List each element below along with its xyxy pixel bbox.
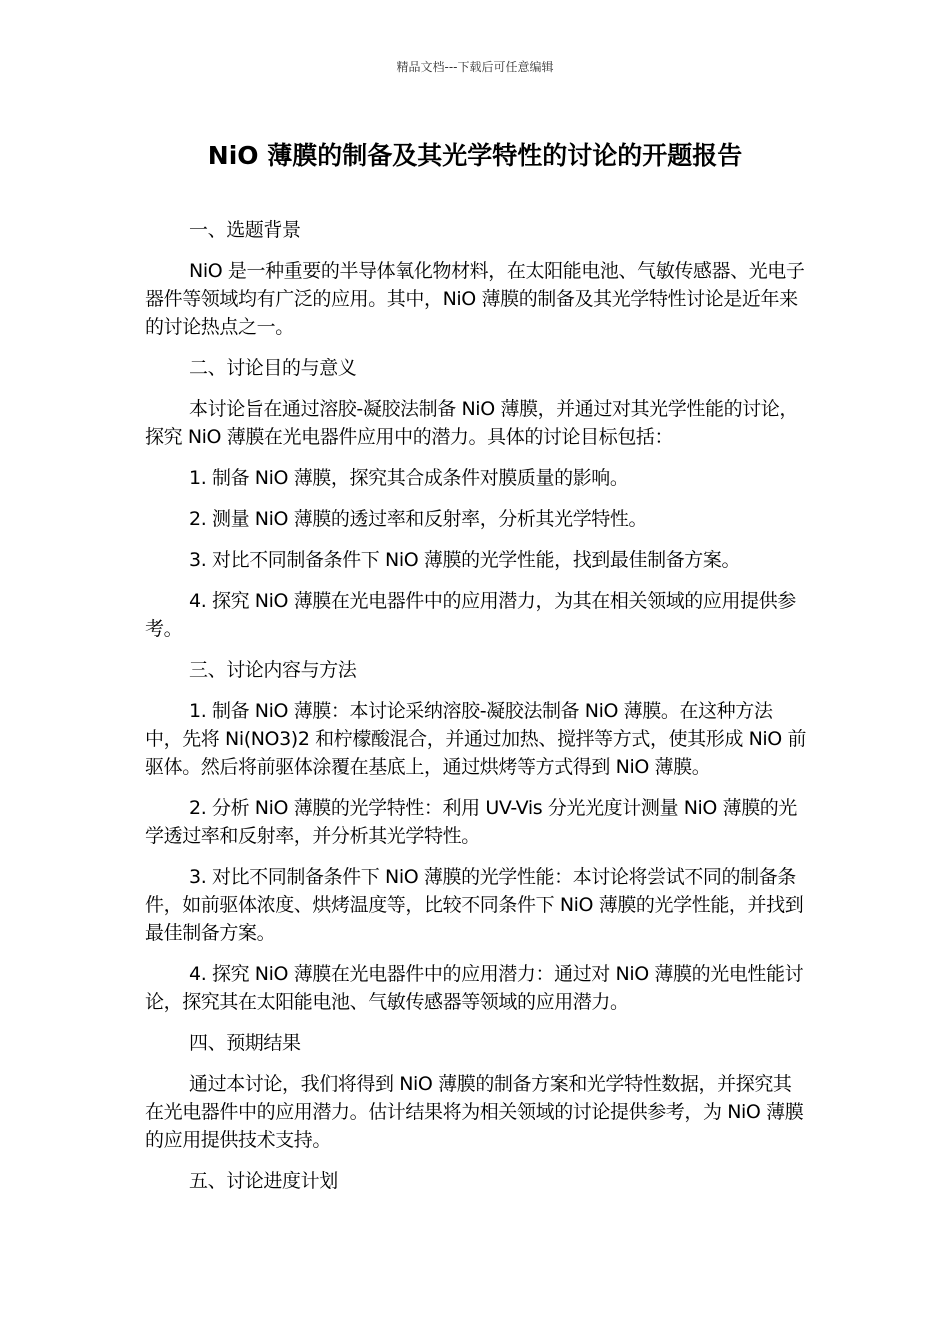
section-heading-purpose: 二、讨论目的与意义 — [189, 357, 357, 379]
document-body — [145, 216, 807, 1208]
section-heading-expected-results: 四、预期结果 — [189, 1032, 301, 1054]
paragraph-expected-results: 通过本讨论，我们将得到 NiO 薄膜的制备方案和光学特性数据，并探究其在光电器件中的应用潜力。估计结果将为相关领域的讨论提供参考，为 NiO 薄膜的应用提供技术支持。 — [145, 1073, 804, 1151]
section-heading-schedule: 五、讨论进度计划 — [189, 1170, 338, 1192]
paragraph-background: NiO 是一种重要的半导体氧化物材料，在太阳能电池、气敏传感器、光电子器件等领域均有广泛的应用。其中，NiO 薄膜的制备及其光学特性讨论是近年来的讨论热点之一。 — [145, 260, 805, 338]
list-item-method-4: 4. 探究 NiO 薄膜在光电器件中的应用潜力：通过对 NiO 薄膜的光电性能讨论，探究其在太阳能电池、气敏传感器等领域的应用潜力。 — [145, 963, 804, 1013]
paragraph-purpose-intro: 本讨论旨在通过溶胶-凝胶法制备 NiO 薄膜，并通过对其光学性能的讨论，探究 NiO 薄膜在光电器件应用中的潜力。具体的讨论目标包括： — [145, 398, 798, 448]
list-item-method-2: 2. 分析 NiO 薄膜的光学特性：利用 UV-Vis 分光光度计测量 NiO 薄膜的光学透过率和反射率，并分析其光学特性。 — [145, 797, 797, 847]
section-heading-background: 一、选题背景 — [189, 219, 301, 241]
list-item-method-1: 1. 制备 NiO 薄膜：本讨论采纳溶胶-凝胶法制备 NiO 薄膜。在这种方法中，先将 Ni(NO3)2 和柠檬酸混合，并通过加热、搅拌等方式，使其形成 NiO 前驱体。然后将前驱体涂覆在基底上，通过烘烤等方式得到 NiO 薄膜。 — [145, 700, 807, 778]
document-title: NiO 薄膜的制备及其光学特性的讨论的开题报告 — [207, 141, 743, 170]
section-heading-methods: 三、讨论内容与方法 — [189, 659, 357, 681]
list-item-goal-4: 4. 探究 NiO 薄膜在光电器件中的应用潜力，为其在相关领域的应用提供参考。 — [145, 590, 796, 640]
list-item-goal-3: 3. 对比不同制备条件下 NiO 薄膜的光学性能，找到最佳制备方案。 — [189, 549, 741, 571]
page-header-note: 精品文档---下载后可任意编辑 — [396, 60, 554, 74]
list-item-goal-2: 2. 测量 NiO 薄膜的透过率和反射率，分析其光学特性。 — [189, 508, 648, 530]
list-item-goal-1: 1. 制备 NiO 薄膜，探究其合成条件对膜质量的影响。 — [189, 467, 629, 489]
list-item-method-3: 3. 对比不同制备条件下 NiO 薄膜的光学性能：本讨论将尝试不同的制备条件，如前驱体浓度、烘烤温度等，比较不同条件下 NiO 薄膜的光学性能，并找到最佳制备方案。 — [145, 866, 804, 944]
